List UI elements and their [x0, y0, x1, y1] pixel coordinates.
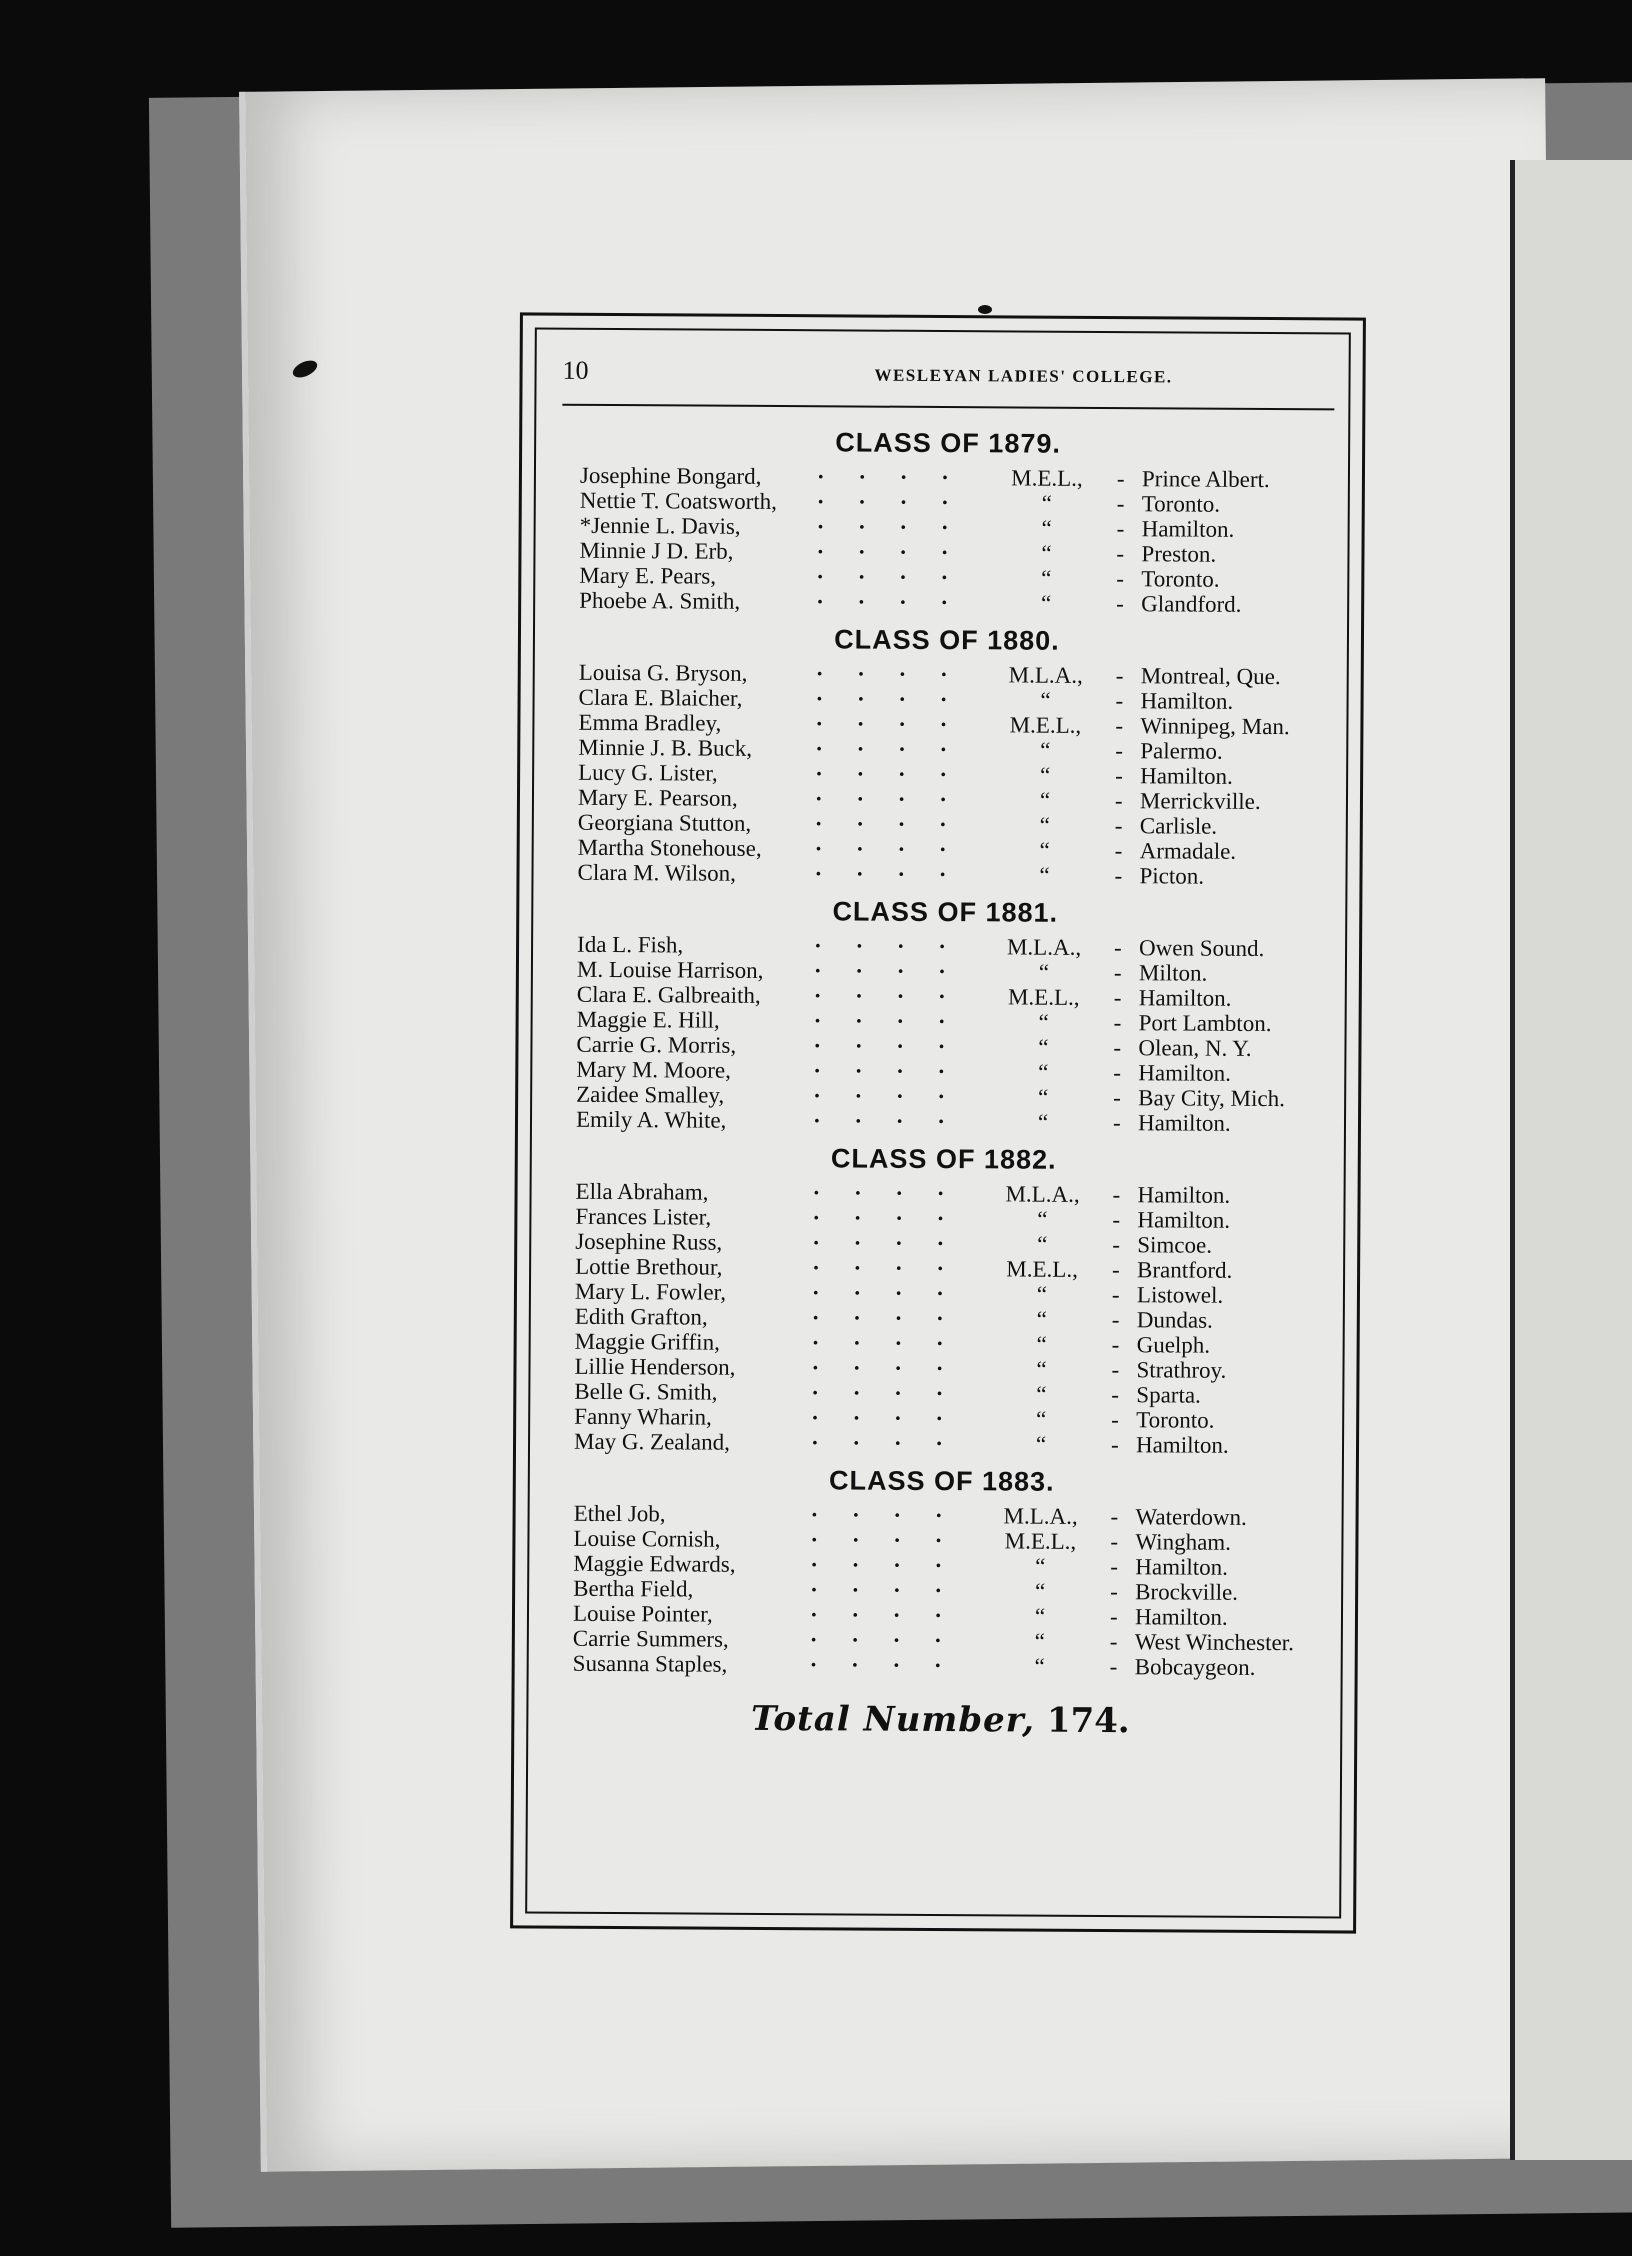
class-heading: CLASS OF 1881.	[832, 896, 1059, 928]
graduate-degree: “	[1035, 1553, 1046, 1579]
graduate-place: Merrickville.	[1139, 788, 1261, 814]
graduate-degree: “	[1039, 762, 1051, 788]
leader-dash: -	[1110, 1554, 1119, 1580]
graduate-degree: “	[1034, 1603, 1046, 1629]
leader-dots: · · · ·	[815, 686, 962, 713]
leader-dots: · · · ·	[812, 1180, 959, 1207]
graduate-degree: “	[1038, 959, 1050, 985]
graduate-place: Winnipeg, Man.	[1140, 713, 1290, 740]
graduate-name: Phoebe A. Smith,	[579, 587, 741, 614]
leader-dash: -	[1113, 1010, 1122, 1036]
graduate-place: Simcoe.	[1137, 1232, 1213, 1258]
graduate-name: Emma Bradley,	[578, 709, 722, 736]
graduate-degree: “	[1036, 1406, 1047, 1432]
leader-dots: · · · ·	[813, 983, 960, 1010]
graduate-place: Wingham.	[1135, 1529, 1232, 1555]
leader-dots: · · · ·	[813, 1058, 960, 1085]
leader-dots: · · · ·	[813, 1008, 960, 1035]
leader-dash: -	[1111, 1282, 1120, 1308]
graduate-place: Dundas.	[1136, 1307, 1213, 1333]
graduate-name: Mary E. Pears,	[579, 562, 717, 589]
graduate-name: *Jennie L. Davis,	[579, 512, 741, 539]
leader-dots: · · · ·	[815, 736, 962, 763]
leader-dots: · · · ·	[815, 761, 962, 788]
leader-dots: · · · ·	[815, 661, 962, 688]
graduate-name: Clara E. Blaicher,	[578, 684, 743, 711]
graduate-name: Mary M. Moore,	[576, 1056, 731, 1083]
graduate-degree: M.L.A.,	[1005, 1181, 1080, 1207]
leader-dots: · · · ·	[811, 1330, 958, 1357]
total-label: Total Number,	[750, 1698, 1036, 1741]
graduate-name: Louisa G. Bryson,	[578, 659, 748, 686]
graduate-degree: “	[1039, 862, 1050, 888]
graduate-degree: “	[1036, 1281, 1048, 1307]
graduate-degree: “	[1036, 1331, 1047, 1357]
graduate-name: Frances Lister,	[575, 1203, 712, 1230]
graduate-degree: M.L.A.,	[1003, 1503, 1078, 1529]
leader-dots: · · · ·	[816, 589, 963, 616]
leader-dash: -	[1115, 763, 1123, 789]
graduate-degree: “	[1034, 1653, 1045, 1679]
graduate-place: Hamilton.	[1140, 688, 1234, 714]
leader-dash: -	[1110, 1432, 1119, 1458]
leader-dash: -	[1113, 1085, 1121, 1111]
graduate-place: Owen Sound.	[1138, 935, 1265, 961]
graduate-place: Toronto.	[1141, 566, 1220, 592]
graduate-place: Port Lambton.	[1138, 1010, 1272, 1037]
leader-dash: -	[1112, 1257, 1120, 1283]
leader-dash: -	[1115, 713, 1124, 739]
total-line	[554, 1698, 1326, 1743]
graduate-place: Milton.	[1138, 960, 1208, 986]
leader-dash: -	[1113, 1060, 1122, 1086]
leader-dash: -	[1114, 788, 1123, 814]
leader-dash: -	[1111, 1407, 1119, 1433]
leader-dash: -	[1110, 1579, 1118, 1605]
leader-dash: -	[1115, 688, 1124, 714]
leader-dash: -	[1109, 1604, 1118, 1630]
leader-dots: · · · ·	[816, 489, 963, 516]
page-border	[510, 312, 1366, 1933]
graduate-degree: “	[1041, 565, 1052, 591]
graduate-name: Lillie Henderson,	[574, 1353, 736, 1380]
leader-dots: · · · ·	[813, 958, 960, 985]
leader-dots: · · · ·	[810, 1502, 957, 1529]
graduate-degree: “	[1041, 540, 1052, 566]
graduate-row	[558, 1107, 1330, 1137]
graduate-place: Carlisle.	[1139, 813, 1218, 839]
leader-dots: · · · ·	[814, 933, 961, 960]
graduate-degree: “	[1041, 515, 1052, 541]
class-heading: CLASS OF 1879.	[835, 427, 1062, 459]
graduate-row	[556, 1429, 1328, 1459]
total-value: 174.	[1046, 1700, 1130, 1742]
leader-dash: -	[1111, 1307, 1120, 1333]
leader-dash: -	[1116, 491, 1125, 517]
leader-dash: -	[1113, 935, 1122, 961]
graduate-name: Georgiana Stutton,	[577, 809, 752, 836]
leader-dots: · · · ·	[815, 711, 962, 738]
leader-dash: -	[1114, 813, 1123, 839]
leader-dash: -	[1116, 466, 1125, 492]
graduate-name: Lucy G. Lister,	[578, 759, 718, 786]
graduate-place: Waterdown.	[1135, 1504, 1247, 1530]
graduate-row	[555, 1651, 1327, 1681]
page-number: 10	[562, 355, 589, 385]
leader-dots: · · · ·	[814, 786, 961, 813]
leader-dash: -	[1116, 566, 1125, 592]
graduate-name: Carrie Summers,	[572, 1625, 729, 1652]
graduate-name: Maggie Edwards,	[573, 1550, 736, 1577]
graduate-place: Montreal, Que.	[1140, 663, 1281, 690]
leader-dash: -	[1112, 1182, 1121, 1208]
graduate-degree: “	[1037, 1084, 1049, 1110]
graduate-place: Listowel.	[1136, 1282, 1224, 1308]
graduate-degree: M.E.L.,	[1009, 712, 1082, 738]
graduate-place: Hamilton.	[1138, 1060, 1232, 1086]
leader-dots: · · · ·	[809, 1602, 957, 1629]
leader-dash: -	[1112, 1232, 1121, 1258]
leader-dots: · · · ·	[812, 1230, 959, 1257]
leader-dots: · · · ·	[810, 1527, 957, 1554]
graduate-name: Clara M. Wilson,	[577, 859, 736, 886]
graduate-place: Preston.	[1141, 541, 1217, 567]
graduate-place: Sparta.	[1136, 1382, 1201, 1408]
graduate-place: Glandford.	[1141, 591, 1242, 617]
leader-dash: -	[1113, 960, 1122, 986]
graduate-degree: “	[1034, 1628, 1046, 1654]
graduate-degree: “	[1040, 590, 1052, 616]
graduate-name: Ida L. Fish,	[577, 931, 684, 958]
leader-dash: -	[1110, 1529, 1119, 1555]
graduate-place: West Winchester.	[1134, 1629, 1294, 1656]
graduate-place: Brockville.	[1135, 1579, 1239, 1605]
graduate-degree: “	[1036, 1381, 1047, 1407]
class-list	[555, 426, 1335, 1681]
class-heading: CLASS OF 1883.	[828, 1465, 1055, 1497]
graduate-name: Ethel Job,	[573, 1500, 666, 1527]
leader-dash: -	[1115, 663, 1124, 689]
leader-dash: -	[1110, 1504, 1119, 1530]
graduate-degree: M.E.L.,	[1011, 465, 1083, 491]
graduate-name: Fanny Wharin,	[574, 1403, 712, 1430]
page-header	[562, 356, 1334, 407]
graduate-name: Susanna Staples,	[572, 1650, 728, 1677]
graduate-place: Hamilton.	[1134, 1604, 1228, 1630]
page-content	[553, 356, 1334, 1911]
leader-dash: -	[1112, 1207, 1121, 1233]
leader-dots: · · · ·	[809, 1627, 956, 1654]
leader-dash: -	[1113, 1035, 1122, 1061]
graduate-degree: “	[1038, 1034, 1049, 1060]
graduate-name: Josephine Bongard,	[579, 462, 762, 489]
graduate-name: Emily A. White,	[575, 1106, 727, 1133]
graduate-place: Hamilton.	[1135, 1432, 1229, 1458]
graduate-degree: “	[1035, 1431, 1047, 1457]
leader-dots: · · · ·	[809, 1652, 956, 1679]
graduate-name: Clara E. Galbreaith,	[576, 981, 761, 1008]
graduate-name: May G. Zealand,	[573, 1428, 730, 1455]
graduate-name: Mary L. Fowler,	[574, 1278, 727, 1305]
graduate-degree: “	[1038, 1059, 1049, 1085]
leader-dash: -	[1115, 738, 1124, 764]
graduate-degree: “	[1037, 1109, 1049, 1135]
graduate-degree: “	[1039, 787, 1051, 813]
graduate-name: Louise Cornish,	[573, 1525, 721, 1552]
leader-dots: · · · ·	[816, 539, 963, 566]
graduate-name: Maggie E. Hill,	[576, 1006, 720, 1033]
leader-dots: · · · ·	[816, 564, 963, 591]
graduate-degree: “	[1034, 1578, 1046, 1604]
graduate-degree: “	[1039, 837, 1050, 863]
leader-dots: · · · ·	[811, 1380, 958, 1407]
graduate-name: Minnie J. B. Buck,	[578, 734, 753, 761]
graduate-place: Strathroy.	[1136, 1357, 1227, 1383]
graduate-place: Toronto.	[1141, 491, 1221, 517]
leader-dots: · · · ·	[812, 1205, 959, 1232]
graduate-name: Mary E. Pearson,	[577, 784, 738, 811]
ink-speck	[978, 305, 992, 314]
graduate-name: Belle G. Smith,	[574, 1378, 718, 1405]
leader-dots: · · · ·	[814, 811, 961, 838]
graduate-name: Louise Pointer,	[572, 1600, 713, 1627]
graduate-degree: M.E.L.,	[1004, 1528, 1077, 1554]
graduate-degree: “	[1037, 1231, 1048, 1257]
graduate-place: Olean, N. Y.	[1138, 1035, 1252, 1061]
graduate-row	[559, 860, 1331, 890]
graduate-name: Ella Abraham,	[575, 1178, 709, 1205]
graduate-place: Armadale.	[1139, 838, 1237, 864]
graduate-place: Picton.	[1139, 863, 1205, 889]
graduate-name: Carrie G. Morris,	[576, 1031, 737, 1058]
graduate-degree: “	[1038, 1009, 1049, 1035]
graduate-place: Prince Albert.	[1141, 466, 1270, 493]
graduate-name: Josephine Russ,	[575, 1228, 723, 1255]
graduate-place: Toronto.	[1136, 1407, 1215, 1433]
graduate-row	[561, 588, 1333, 618]
leader-dots: · · · ·	[816, 464, 963, 491]
graduate-place: Hamilton.	[1138, 985, 1232, 1011]
leader-dash: -	[1111, 1357, 1120, 1383]
graduate-name: Martha Stonehouse,	[577, 834, 762, 861]
graduate-name: Zaidee Smalley,	[576, 1081, 725, 1108]
leader-dash: -	[1109, 1654, 1118, 1680]
leader-dots: · · · ·	[811, 1355, 958, 1382]
graduate-place: Hamilton.	[1135, 1554, 1229, 1580]
graduate-name: Lottie Brethour,	[575, 1253, 723, 1280]
leader-dots: · · · ·	[810, 1577, 957, 1604]
graduate-name: M. Louise Harrison,	[576, 956, 764, 983]
graduate-degree: M.L.A.,	[1008, 662, 1083, 688]
graduate-place: Palermo.	[1140, 738, 1223, 764]
leader-dots: · · · ·	[812, 1255, 959, 1282]
graduate-degree: “	[1037, 1206, 1048, 1232]
graduate-degree: “	[1040, 687, 1051, 713]
leader-dash: -	[1113, 985, 1122, 1011]
graduate-degree: M.E.L.,	[1006, 1256, 1078, 1282]
class-heading: CLASS OF 1880.	[834, 624, 1060, 656]
leader-dash: -	[1112, 1110, 1121, 1136]
leader-dash: -	[1111, 1332, 1120, 1358]
graduate-place: Hamilton.	[1141, 516, 1235, 542]
leader-dash: -	[1109, 1629, 1118, 1655]
leader-dash: -	[1116, 591, 1124, 617]
graduate-name: Edith Grafton,	[574, 1303, 708, 1330]
graduate-place: Bay City, Mich.	[1138, 1085, 1285, 1112]
graduate-degree: M.L.A.,	[1006, 934, 1082, 960]
leader-dots: · · · ·	[811, 1405, 958, 1432]
graduate-place: Hamilton.	[1137, 1182, 1231, 1208]
leader-dots: · · · ·	[811, 1280, 958, 1307]
running-title: WESLEYAN LADIES' COLLEGE.	[874, 365, 1173, 387]
graduate-place: Brantford.	[1137, 1257, 1233, 1283]
graduate-name: Minnie J D. Erb,	[579, 537, 734, 564]
leader-dash: -	[1116, 541, 1125, 567]
leader-dash: -	[1111, 1382, 1120, 1408]
leader-dots: · · · ·	[811, 1305, 958, 1332]
graduate-name: Maggie Griffin,	[574, 1328, 720, 1355]
leader-dash: -	[1114, 863, 1123, 889]
graduate-name: Bertha Field,	[573, 1575, 694, 1602]
graduate-degree: “	[1041, 490, 1052, 516]
leader-dots: · · · ·	[814, 861, 961, 888]
leader-dots: · · · ·	[813, 1033, 960, 1060]
leader-dash: -	[1116, 516, 1125, 542]
graduate-degree: “	[1040, 737, 1051, 763]
graduate-place: Hamilton.	[1137, 1207, 1231, 1233]
leader-dots: · · · ·	[816, 514, 963, 541]
leader-dots: · · · ·	[813, 1083, 960, 1110]
leader-dots: · · · ·	[810, 1552, 957, 1579]
leader-dots: · · · ·	[812, 1108, 960, 1135]
graduate-place: Hamilton.	[1140, 763, 1233, 789]
graduate-degree: M.E.L.,	[1007, 984, 1080, 1010]
graduate-place: Hamilton.	[1137, 1110, 1231, 1136]
graduate-degree: “	[1036, 1306, 1047, 1332]
facing-page-edge	[1510, 160, 1632, 2160]
graduate-place: Bobcaygeon.	[1134, 1654, 1256, 1680]
graduate-degree: “	[1039, 812, 1051, 838]
graduate-name: Nettie T. Coatsworth,	[579, 487, 778, 515]
leader-dots: · · · ·	[814, 836, 961, 863]
leader-dash: -	[1114, 838, 1123, 864]
leader-dots: · · · ·	[810, 1430, 958, 1457]
graduate-place: Guelph.	[1136, 1332, 1211, 1358]
graduate-degree: “	[1036, 1356, 1047, 1382]
class-heading: CLASS OF 1882.	[830, 1143, 1057, 1175]
